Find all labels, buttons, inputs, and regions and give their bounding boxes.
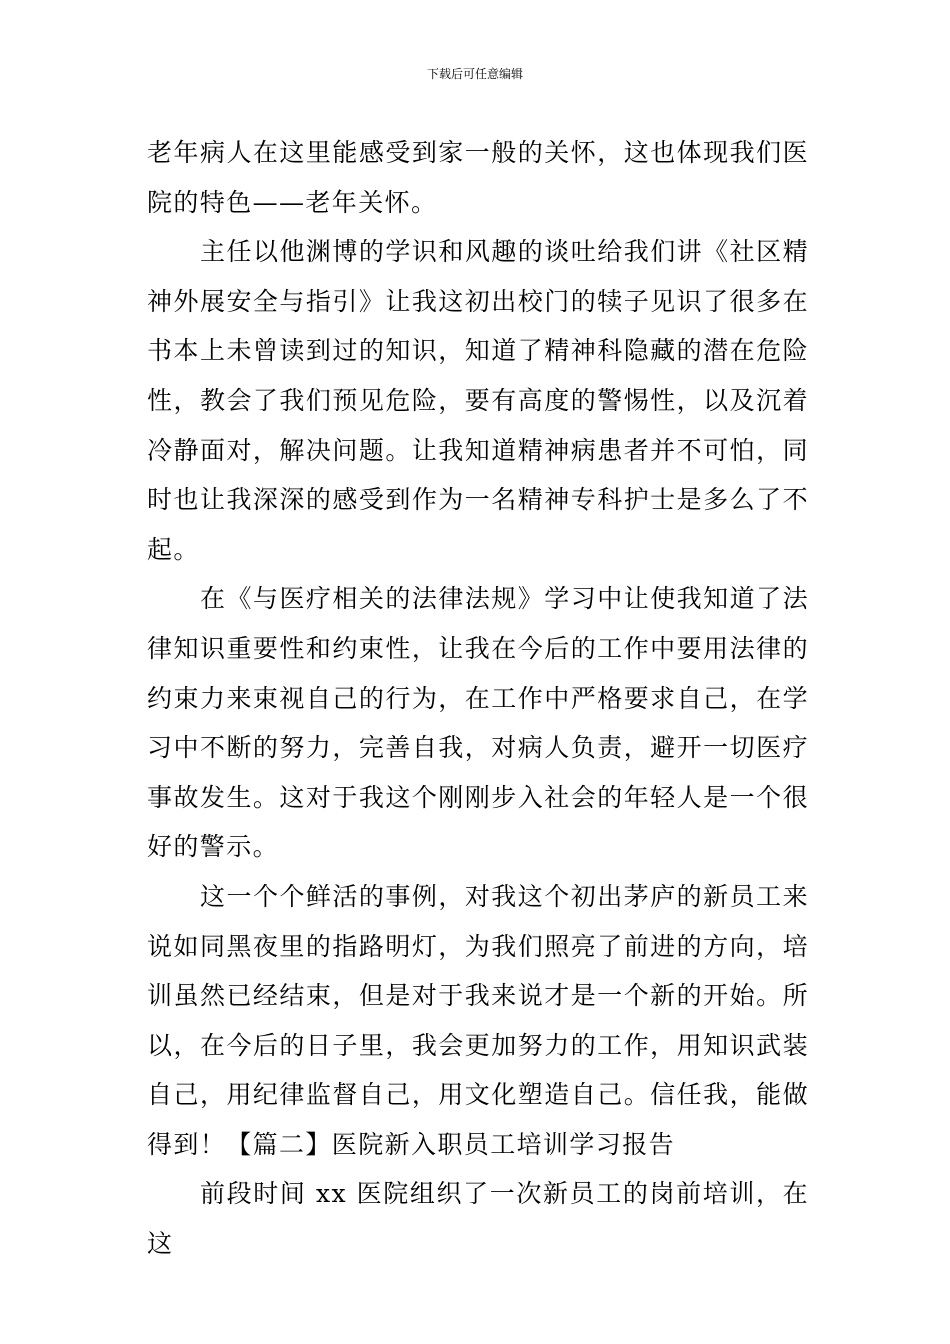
- document-body: [147, 128, 809, 1269]
- paragraph-2: 主任以他渊博的学识和风趣的谈吐给我们讲《社区精神外展安全与指引》让我这初出校门的犊子见识了很多在书本上未曾读到过的知识，知道了精神科隐藏的潜在危险性，教会了我们预见危险，要有高度的警惕性，以及沉着冷静面对，解决问题。让我知道精神病患者并不可怕，同时也让我深深的感受到作为一名精神专科护士是多么了不起。: [147, 237, 809, 564]
- paragraph-5: 前段时间 xx 医院组织了一次新员工的岗前培训，在这: [147, 1179, 809, 1259]
- paragraph-4: 这一个个鲜活的事例，对我这个初出茅庐的新员工来说如同黑夜里的指路明灯，为我们照亮了前进的方向，培训虽然已经结束，但是对于我来说才是一个新的开始。所以，在今后的日子里，我会更加努力的工作，用知识武装自己，用纪律监督自己，用文化塑造自己。信任我，能做得到！【篇二】医院新入职员工培训学习报告: [147, 881, 809, 1159]
- page-header: 下载后可任意编辑: [426, 67, 523, 81]
- paragraph-3: 在《与医疗相关的法律法规》学习中让使我知道了法律知识重要性和约束性，让我在今后的工作中要用法律的约束力来束视自己的行为，在工作中严格要求自己，在学习中不断的努力，完善自我，对病人负责，避开一切医疗事故发生。这对于我这个刚刚步入社会的年轻人是一个很好的警示。: [147, 584, 809, 862]
- paragraph-1: 老年病人在这里能感受到家一般的关怀，这也体现我们医院的特色——老年关怀。: [147, 138, 809, 217]
